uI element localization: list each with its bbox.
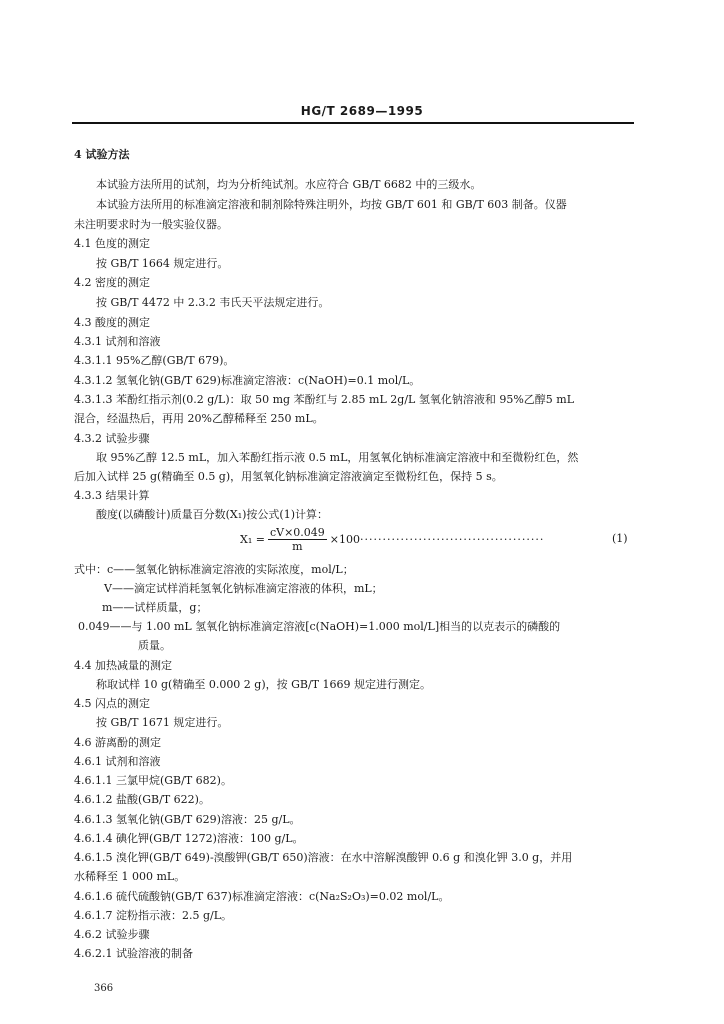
text-line-w3: m——试样质量，g； [102, 601, 208, 614]
text-line-s4312: 4.3.1.2 氢氧化钠(GB/T 629)标准滴定溶液：c(NaOH)=0.1 mol/L。 [74, 374, 421, 387]
text-line-s433: 4.3.3 结果计算 [74, 489, 150, 502]
text-line-s4615: 4.6.1.5 溴化钾(GB/T 649)-溴酸钾(GB/T 650)溶液：在水中溶解溴酸钾 0.6 g 和溴化钾 3.0 g，并用 [74, 851, 573, 864]
text-line-s4614: 4.6.1.4 碘化钾(GB/T 1272)溶液：100 g/L。 [74, 832, 304, 845]
formula-1 [240, 526, 544, 553]
text-line-s4311: 4.3.1.1 95%乙醇(GB/T 679)。 [74, 354, 235, 367]
page-header: HG/T 2689—1995 [300, 104, 424, 118]
formula-lhs: X₁ = [240, 533, 265, 547]
text-line-s45: 4.5 闪点的测定 [74, 697, 150, 710]
text-line-s4612: 4.6.1.2 盐酸(GB/T 622)。 [74, 793, 210, 806]
text-line-p42: 按 GB/T 4472 中 2.3.2 韦氏天平法规定进行。 [96, 296, 330, 309]
formula-denominator: m [292, 540, 303, 554]
text-line-s4617: 4.6.1.7 淀粉指示液：2.5 g/L。 [74, 909, 233, 922]
text-line-s46: 4.6 游离酚的测定 [74, 736, 161, 749]
text-line-s4313: 4.3.1.3 苯酚红指示剂(0.2 g/L)：取 50 mg 苯酚红与 2.85 mL 2g/L 氢氧化钠溶液和 95%乙醇5 mL [74, 393, 575, 406]
text-line-p3: 未注明要求时为一般实验仪器。 [74, 218, 228, 231]
formula-rhs: ×100 [329, 533, 360, 547]
text-line-w4: 0.049——与 1.00 mL 氢氧化钠标准滴定溶液[c(NaOH)=1.000 mol/L]相当的以克表示的磷酸的 [78, 620, 561, 633]
text-line-p44: 称取试样 10 g(精确至 0.000 2 g)，按 GB/T 1669 规定进行测定。 [96, 678, 432, 691]
text-line-s4616: 4.6.1.6 硫代硫酸钠(GB/T 637)标准滴定溶液：c(Na₂S₂O₃)=0.02 mol/L。 [74, 890, 450, 903]
text-line-s4: 4 试验方法 [74, 148, 130, 161]
text-line-s41: 4.1 色度的测定 [74, 237, 150, 250]
text-line-s44: 4.4 加热减量的测定 [74, 659, 172, 672]
formula-numerator: cV×0.049 [269, 526, 325, 539]
text-line-p4313b: 混合，经温热后，再用 20%乙醇稀释至 250 mL。 [74, 412, 324, 425]
formula-fraction [268, 526, 327, 553]
text-line-s462: 4.6.2 试验步骤 [74, 928, 150, 941]
text-line-w1: 式中：c——氢氧化钠标准滴定溶液的实际浓度，mol/L； [74, 563, 354, 576]
text-line-s42: 4.2 密度的测定 [74, 276, 150, 289]
page-number: 366 [94, 983, 114, 994]
text-line-p41: 按 GB/T 1664 规定进行。 [96, 257, 229, 270]
text-line-w5: 质量。 [138, 639, 171, 652]
text-line-p4615b: 水稀释至 1 000 mL。 [74, 870, 186, 883]
text-line-s461: 4.6.1 试剂和溶液 [74, 755, 161, 768]
text-line-p1: 本试验方法所用的试剂，均为分析纯试剂。水应符合 GB/T 6682 中的三级水。 [96, 178, 482, 191]
text-line-w2: V——滴定试样消耗氢氧化钠标准滴定溶液的体积，mL； [104, 582, 383, 595]
text-line-s432: 4.3.2 试验步骤 [74, 432, 150, 445]
text-line-p433: 酸度(以磷酸计)质量百分数(X₁)按公式(1)计算： [96, 508, 328, 521]
text-line-p45: 按 GB/T 1671 规定进行。 [96, 716, 229, 729]
header-rule [72, 122, 634, 124]
text-line-s43: 4.3 酸度的测定 [74, 316, 150, 329]
text-line-s4613: 4.6.1.3 氢氧化钠(GB/T 629)溶液：25 g/L。 [74, 813, 301, 826]
text-line-p432b: 后加入试样 25 g(精确至 0.5 g)，用氢氧化钠标准滴定溶液滴定至微粉红色，保持 5 s。 [74, 470, 503, 483]
equation-number: (1) [612, 532, 628, 545]
formula-leader-dots: ········································· [360, 533, 545, 547]
text-line-p2: 本试验方法所用的标准滴定溶液和制剂除特殊注明外，均按 GB/T 601 和 GB/T 603 制备。仪器 [96, 198, 567, 211]
text-line-p432a: 取 95%乙醇 12.5 mL，加入苯酚红指示液 0.5 mL，用氢氧化钠标准滴定溶液中和至微粉红色，然 [96, 451, 579, 464]
text-line-s431: 4.3.1 试剂和溶液 [74, 335, 161, 348]
text-line-s4621: 4.6.2.1 试验溶液的制备 [74, 947, 193, 960]
text-line-s4611: 4.6.1.1 三氯甲烷(GB/T 682)。 [74, 774, 232, 787]
